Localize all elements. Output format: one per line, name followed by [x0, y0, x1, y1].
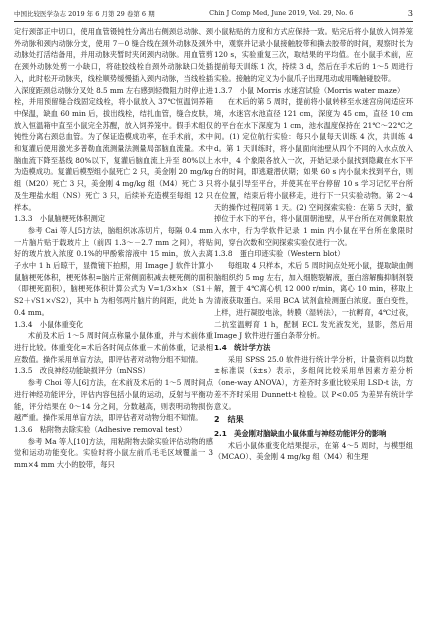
section-heading-2-results: 2 结果 [214, 415, 244, 425]
paragraph: 小鼠粘贴的力度和方式应保持一致。贴完后将小鼠放入饲养笼中，观察并记录小鼠接触胶带和撕去胶带的时间，观察时长为 120 s，实验重复三次，取结果的平均值。在小鼠手术前，应提前每天训练 1 次，持续 3 d，然后在手术后的 1～5 周进行实验。接触的定义为小鼠爪子出现甩动或用嘴触碰胶带。 [214, 27, 413, 83]
paragraph: 参考 Cai 等人[5]方法，脑组织冰冻切片，每隔 0.4 mm 一片脑片贴于载玻片上（前四 1.3～－2.7 mm 之间），将贴好的玻片放入浓度 0.1%的甲酚紫溶液中 15 min，放入去离子水中 1 h 后晾干，显微镜下拍照，用 Image J 软件计算小鼠脑梗死体积，梗死体积=脑片正常侧面积减去梗死侧的面积（即梗死面积），脑梗死体积计算公式为 V=1/3×h×（S1＋S2＋√S1×√S2），其中 h 为相邻两片脑片的间距，此处 h 为 0.4 mm。 [14, 225, 213, 317]
section-heading-1-3-7: 1.3.7 小鼠 Morris 水迷宫试验（Morris water maze） [214, 85, 405, 95]
paragraph: 术后小鼠体重变化结果提示，在第 4～5 周时，与模型组（MCAO）、美金刚 4 mg/kg 组（M4）和生理 [214, 440, 413, 462]
paragraph: 采用 SPSS 25.0 软件进行统计学分析，计量资料以均数±标准误（x̄±s）表示，多组间比较采用单因素方差分析（one-way ANOVA），方差齐时多重比较采用 LSD-t 法，方差不齐时采用 Dunnett-t 检验。以 P<0.05 为差异有统计学意义。 [214, 354, 413, 411]
running-header [14, 6, 413, 20]
left-column [14, 26, 213, 620]
section-heading-1-3-8: 1.3.8 蛋白印迹实验（Western blot） [214, 249, 345, 259]
section-heading-1-3-5: 1.3.5 改良神经功能缺损评分（mNSS） [14, 366, 150, 376]
paragraph: 在术后的第 5 周时，提前将小鼠转移至水迷宫房间适应环境，水迷宫水池直径 121 cm，深度为 45 cm，直径 10 cm 的平台在水下深度为 1 cm，池水温度保持在 21℃～22℃之间。(1) 定位航行实验：每只小鼠每天训练 4 次，共训练 4 d。第 1 天训练时，将小鼠面向池壁从四个不同的入水点放入水中，4 个象限各放入一次，开始记录小鼠找到隐藏在水下平台的时间，即逃避潜伏期；如果 60 s 内小鼠未找到平台，则将小鼠引导至平台，并使其在平台停留 10 s 学习记忆平台所在位置，结束后将小鼠移走，进行下一只实验动物。第 2～4 天的操作过程同第 1 天。(2) 空间探索实验：在第 5 天时，撤掉位于水下的平台，将小鼠面朝池壁，从平台所在对侧象限放入水中，行为学软件记录 1 min 内小鼠在平台所在象限时间，穿台次数和空间探索实验仅进行一次。 [214, 97, 413, 247]
paragraph: 每组取 4 只样本，术后 5 周时间点处死小鼠，提取缺血侧脑组织约 5 mg 左右，加入细胞裂解液，蛋白溶解酶抑制剂裂解，置于 4℃离心机 12 000 r/min，离心 10 min，移取上清液获取蛋白。采用 BCA 试剂盒检测蛋白浓度。蛋白变性，上样，进行凝胶电泳，转膜（湿转法），一抗孵育，4℃过夜，二抗室温孵育 1 h，配制 ECL 发光液发光，显影，然后用 Image J 软件进行蛋白条带分析。 [214, 261, 413, 341]
section-heading-1-3-3: 1.3.3 小鼠脑梗死体积测定 [14, 214, 105, 224]
paragraph: 参考 Choi 等人[6]方法，在术前及术后的 1～5 周时间点进行神经功能评分，评估内容包括小鼠的运动，反射与平衡功能，评分结果在 0～14 分之间，分数越高，则表明动物损伤越严重。操作采用单盲方法，即评估者对动物分组不知情。 [14, 378, 213, 423]
section-heading-2-1: 2.1 美金刚对脑缺血小鼠体重与神经功能评分的影响 [214, 428, 387, 438]
journal-name-en: Chin J Comp Med, June 2019, Vol. 29, No. 6 [209, 9, 354, 17]
page-number: 3 [407, 8, 413, 18]
header-divider [14, 21, 413, 22]
paragraph: 术前及术后 1～5 周时间点称量小鼠体重，并与术前体重进行比较。体重变化=术后各时间点体重－术前体重，记录相应数值。操作采用单盲方法，即评估者对动物分组不知情。 [14, 331, 213, 364]
section-heading-1-3-4: 1.3.4 小鼠体重变化 [14, 319, 84, 329]
right-column [214, 26, 413, 620]
journal-name-cn: 中国比较医学杂志 2019 年 6 月第 29 卷第 6 期 [14, 9, 155, 18]
paragraph: 定行颈部正中切口，使用血管镊钝性分离出右侧颈总动脉、颈外动脉和颈内动脉分支，使用 7－0 缝合线在颈外动脉及颈外动脉处打活结备用，并用动脉夹暂时夹闭颈内动脉。用血管剪在颈外动脉处剪一小缺口，将硅胶线栓自颈外动脉缺口处插入，此时松开动脉夹，线栓顺势缓慢插入颈内动脉，当线栓插入深度距颈总动脉分叉处 8.5 mm 左右感到轻微阻力时停止进栓，并用预留缝合线固定线栓，将小鼠放入 37℃恒温饲养箱中保温，缺血 60 min 后，拔出线栓，结扎血管，缝合皮肤，放入恒温箱中直至小鼠完全苏醒，放入饲养笼中。假手术组仅钝性分离右颈总血管。为了保证造模成功率，在手术前，术中和复灌后使用激光多普勒血流测量法测量局部脑血流量。术中脑血流下降至基线 80%以下，复灌后脑血流上升至 80%以上为造模成功。复灌后模型组小鼠死亡 2 只，美金刚 20 mg/kg 组（M20）死亡 3 只，美金刚 4 mg/kg 组（M4）死亡 3 只及生理盐水组（NS）死亡 3 只，后续补充造模至每组 12 只样本。 [14, 27, 213, 212]
paragraph: 参考 Ma 等人[10]方法，用粘附物去除实验评估动物的感觉和运动功能变化。实验时将小鼠左前爪毛毛区域覆盖一 3 mm×4 mm 大小的胶带，每只 [14, 436, 213, 470]
section-heading-1-4: 1.4 统计学方法 [214, 342, 271, 352]
section-heading-1-3-6: 1.3.6 粘附物去除实验（Adhesive removal test） [14, 424, 187, 434]
